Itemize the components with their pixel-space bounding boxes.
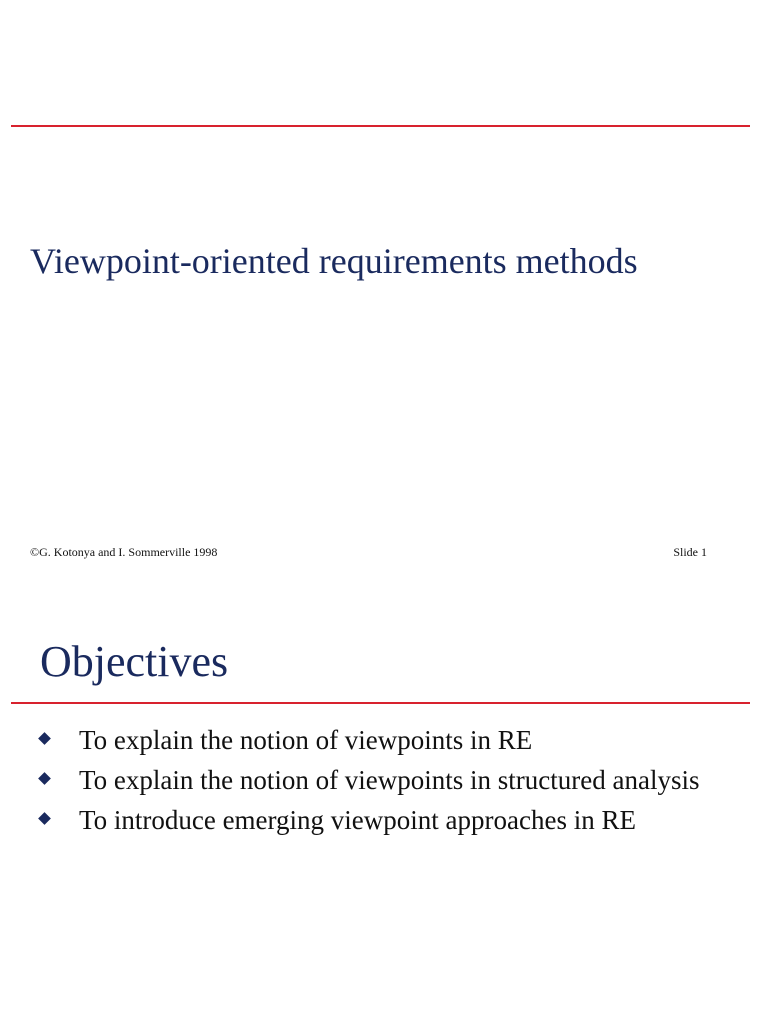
objectives-list [36, 722, 716, 842]
slide2-title-rule [11, 702, 750, 704]
diamond-bullet-icon [38, 812, 51, 825]
objective-text: To explain the notion of viewpoints in RE [79, 725, 533, 755]
diamond-bullet-icon [38, 772, 51, 785]
objective-text: To introduce emerging viewpoint approaches in RE [79, 805, 636, 835]
slide2-title: Objectives [40, 637, 229, 686]
slide1-top-rule [11, 125, 750, 127]
slide1-number: Slide 1 [673, 545, 707, 559]
objective-item [36, 762, 716, 798]
slide1-title: Viewpoint-oriented requirements methods [30, 241, 638, 281]
diamond-bullet-icon [38, 732, 51, 745]
slide1-copyright: ©G. Kotonya and I. Sommerville 1998 [30, 545, 218, 559]
objective-item [36, 722, 716, 758]
objective-text: To explain the notion of viewpoints in structured analysis [79, 765, 700, 795]
objective-item [36, 802, 716, 838]
